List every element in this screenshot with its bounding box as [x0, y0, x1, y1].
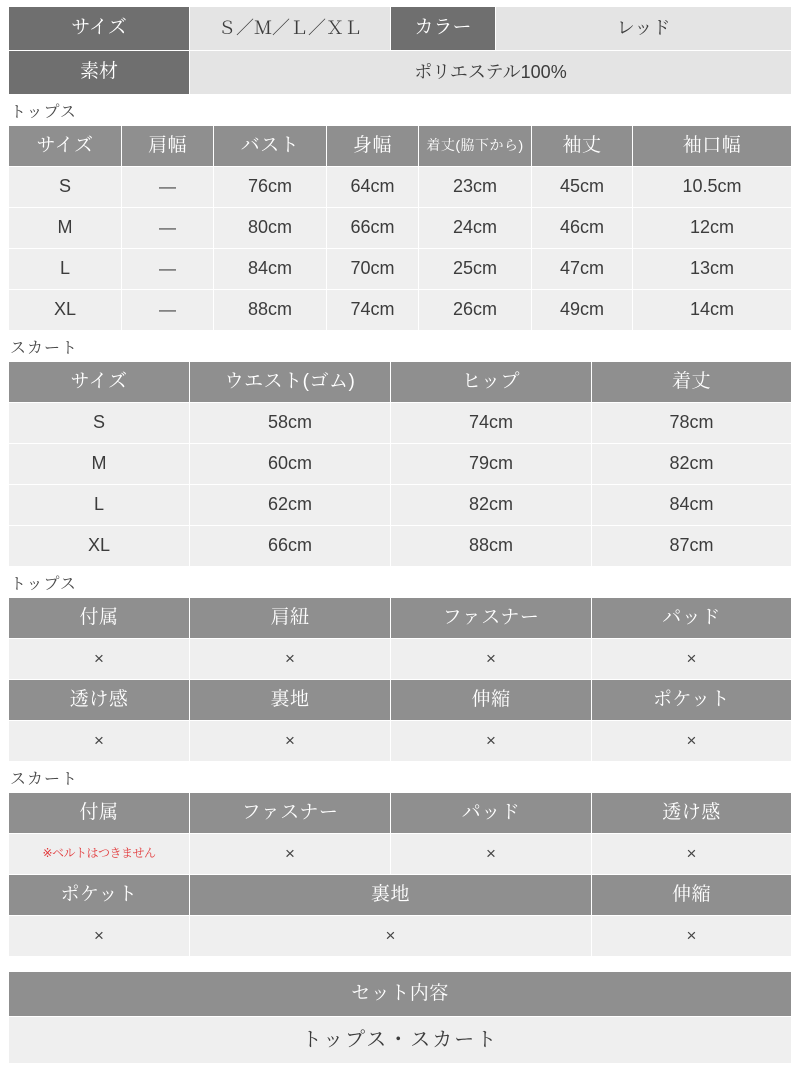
cell-waist: 62cm [190, 485, 391, 526]
cell-size: S [9, 403, 190, 444]
cell-size: XL [9, 290, 122, 331]
cell-width: 70cm [327, 249, 419, 290]
table-row [9, 167, 792, 208]
col-header-hip: ヒップ [391, 362, 592, 403]
cell-length: 24cm [419, 208, 532, 249]
cell-size: L [9, 485, 190, 526]
table-header-row [9, 598, 792, 639]
cell-sleeve: 45cm [532, 167, 633, 208]
cell-size: S [9, 167, 122, 208]
spec-material-value: ポリエステル100% [190, 51, 792, 95]
cell-pocket: × [9, 916, 190, 957]
set-contents-value: トップス・スカート [9, 1017, 792, 1064]
cell-bust: 88cm [214, 290, 327, 331]
table-row [9, 526, 792, 567]
col-header-width: 身幅 [327, 126, 419, 167]
cell-cuff: 12cm [633, 208, 792, 249]
col-header-bust: バスト [214, 126, 327, 167]
table-row [9, 916, 792, 957]
cell-length: 84cm [592, 485, 792, 526]
col-header-accessory: 付属 [9, 598, 190, 639]
table-row [9, 7, 792, 51]
skirt-detail-table [8, 792, 792, 957]
table-header-row [9, 972, 792, 1017]
col-header-size: サイズ [9, 126, 122, 167]
table-row [9, 403, 792, 444]
cell-bust: 76cm [214, 167, 327, 208]
cell-zipper: × [391, 639, 592, 680]
cell-length: 82cm [592, 444, 792, 485]
cell-length: 78cm [592, 403, 792, 444]
table-header-row [9, 362, 792, 403]
table-row [9, 639, 792, 680]
cell-cuff: 10.5cm [633, 167, 792, 208]
section-label-tops-detail: トップス [10, 576, 77, 593]
cell-strap: × [190, 639, 391, 680]
cell-zipper: × [190, 834, 391, 875]
table-header-row [9, 126, 792, 167]
col-header-size: サイズ [9, 362, 190, 403]
cell-accessory-note: ※ベルトはつきません [9, 834, 190, 875]
cell-width: 74cm [327, 290, 419, 331]
col-header-length: 着丈(脇下から) [419, 126, 532, 167]
cell-shoulder: — [122, 208, 214, 249]
cell-bust: 80cm [214, 208, 327, 249]
col-header-zipper: ファスナー [391, 598, 592, 639]
col-header-zipper: ファスナー [190, 793, 391, 834]
col-header-accessory: 付属 [9, 793, 190, 834]
tops-detail-table [8, 597, 792, 762]
cell-waist: 60cm [190, 444, 391, 485]
cell-stretch: × [391, 721, 592, 762]
col-header-cuff: 袖口幅 [633, 126, 792, 167]
col-header-pad: パッド [391, 793, 592, 834]
cell-width: 66cm [327, 208, 419, 249]
table-row [9, 290, 792, 331]
skirt-size-table [8, 361, 792, 567]
cell-cuff: 13cm [633, 249, 792, 290]
col-header-sleeve: 袖丈 [532, 126, 633, 167]
tops-size-table [8, 125, 792, 331]
cell-bust: 84cm [214, 249, 327, 290]
col-header-stretch: 伸縮 [592, 875, 792, 916]
spec-size-value: Ｓ／Ｍ／Ｌ／ＸＬ [190, 7, 391, 51]
table-row [9, 444, 792, 485]
cell-lining: × [190, 916, 592, 957]
cell-waist: 66cm [190, 526, 391, 567]
cell-width: 64cm [327, 167, 419, 208]
cell-size: L [9, 249, 122, 290]
table-row [9, 249, 792, 290]
table-row [9, 834, 792, 875]
section-label-tops-size: トップス [10, 104, 77, 121]
table-row [9, 208, 792, 249]
spec-color-label: カラー [391, 7, 496, 51]
table-header-row [9, 793, 792, 834]
spacer [8, 957, 792, 971]
set-contents-title: セット内容 [9, 972, 792, 1017]
cell-pad: × [592, 639, 792, 680]
col-header-sheer: 透け感 [9, 680, 190, 721]
section-label-skirt-detail: スカート [10, 771, 79, 788]
col-header-pocket: ポケット [592, 680, 792, 721]
col-header-lining: 裏地 [190, 680, 391, 721]
spec-material-label: 素材 [9, 51, 190, 95]
cell-length: 87cm [592, 526, 792, 567]
table-header-row [9, 875, 792, 916]
table-row [9, 1017, 792, 1064]
table-row [9, 485, 792, 526]
cell-sleeve: 47cm [532, 249, 633, 290]
spec-size-label: サイズ [9, 7, 190, 51]
col-header-sheer: 透け感 [592, 793, 792, 834]
table-row [9, 721, 792, 762]
cell-hip: 79cm [391, 444, 592, 485]
cell-size: M [9, 208, 122, 249]
cell-sleeve: 49cm [532, 290, 633, 331]
cell-shoulder: — [122, 290, 214, 331]
cell-hip: 82cm [391, 485, 592, 526]
cell-shoulder: — [122, 249, 214, 290]
col-header-stretch: 伸縮 [391, 680, 592, 721]
col-header-strap: 肩紐 [190, 598, 391, 639]
col-header-waist: ウエスト(ゴム) [190, 362, 391, 403]
cell-pad: × [391, 834, 592, 875]
spec-table [8, 6, 792, 95]
cell-size: XL [9, 526, 190, 567]
cell-lining: × [190, 721, 391, 762]
cell-waist: 58cm [190, 403, 391, 444]
cell-stretch: × [592, 916, 792, 957]
cell-length: 26cm [419, 290, 532, 331]
cell-sheer: × [592, 834, 792, 875]
col-header-pad: パッド [592, 598, 792, 639]
col-header-pocket: ポケット [9, 875, 190, 916]
col-header-length: 着丈 [592, 362, 792, 403]
cell-sheer: × [9, 721, 190, 762]
section-label-skirt-size: スカート [10, 340, 79, 357]
col-header-lining: 裏地 [190, 875, 592, 916]
cell-hip: 88cm [391, 526, 592, 567]
table-header-row [9, 680, 792, 721]
cell-pocket: × [592, 721, 792, 762]
cell-accessory: × [9, 639, 190, 680]
cell-length: 23cm [419, 167, 532, 208]
cell-length: 25cm [419, 249, 532, 290]
spec-color-value: レッド [496, 7, 792, 51]
col-header-shoulder: 肩幅 [122, 126, 214, 167]
cell-hip: 74cm [391, 403, 592, 444]
cell-sleeve: 46cm [532, 208, 633, 249]
cell-size: M [9, 444, 190, 485]
cell-cuff: 14cm [633, 290, 792, 331]
table-row [9, 51, 792, 95]
cell-shoulder: — [122, 167, 214, 208]
set-contents-table [8, 971, 792, 1064]
